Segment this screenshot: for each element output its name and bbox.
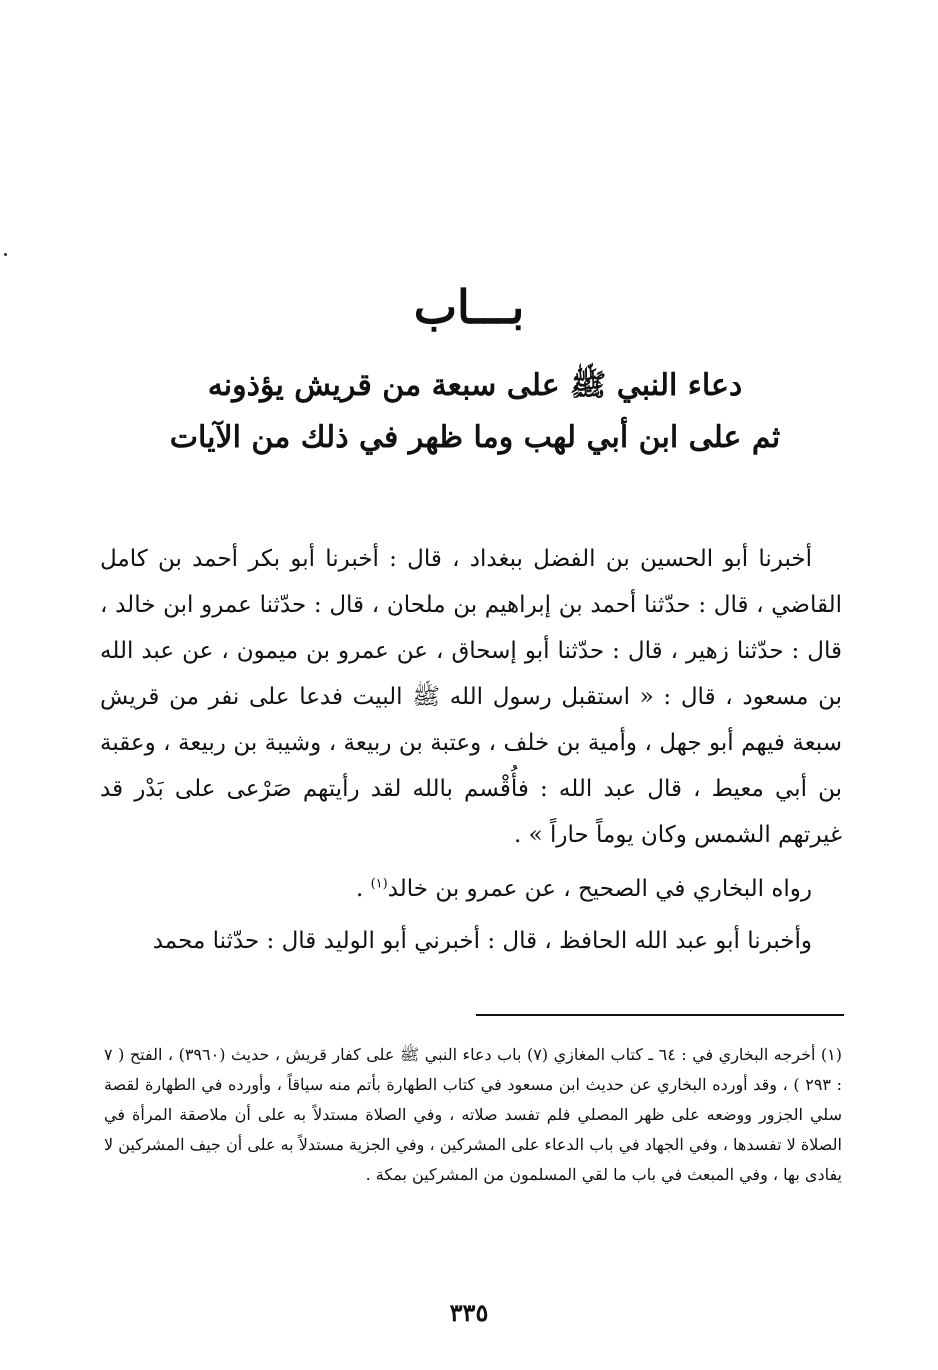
continuing-paragraph: وأخبرنا أبو عبد الله الحافظ ، قال : أخبرني أبو الوليد قال : حدّثنا محمد bbox=[152, 928, 812, 954]
chapter-title bbox=[150, 360, 800, 464]
page-number: ٣٣٥ bbox=[449, 1298, 489, 1327]
body-text bbox=[100, 536, 842, 964]
narration-source-text: رواه البخاري في الصحيح ، عن عمرو بن خالد bbox=[387, 876, 812, 902]
scan-speck bbox=[4, 253, 7, 256]
footnote-1: (١) أخرجه البخاري في : ٦٤ ـ كتاب المغازي (٧) باب دعاء النبي ﷺ على كفار قريش ، حديث (٣٩٦٠) ، الفتح ( ٧ : ٢٩٣ ) ، وقد أورده البخاري عن حديث ابن مسعود في كتاب الطهارة بأتم منه سياقاً ، وأورده في الطهارة لقصة سلي الجزور ووضعه على ظهر المصلي فلم تفسد صلاته ، وفي الصلاة مستدلاً به على أن ملاصقة المرأة في الصلاة لا تفسدها ، وفي الجهاد في باب الدعاء على المشركين ، وفي الجزية مستدلاً به على أن جيف المشركين لا يفادى بها ، وفي المبعث في باب ما لقي المسلمون من المشركين بمكة . bbox=[104, 1045, 843, 1184]
chapter-title-line-1: دعاء النبي ﷺ على سبعة من قريش يؤذونه bbox=[207, 368, 743, 403]
footnote-reference: (١) bbox=[370, 876, 388, 892]
footnotes bbox=[104, 1040, 842, 1190]
chapter-title-line-2: ثم على ابن أبي لهب وما ظهر في ذلك من الآيات bbox=[169, 420, 781, 455]
chapter-label: بـــاب bbox=[413, 280, 525, 334]
narration-source-end: . bbox=[355, 876, 371, 902]
narration-source-paragraph bbox=[100, 866, 842, 912]
footnote-separator bbox=[476, 1014, 844, 1016]
hadith-paragraph: أخبرنا أبو الحسين بن الفضل ببغداد ، قال : أخبرنا أبو بكر أحمد بن كامل القاضي ، قال : حدّثنا أحمد بن إبراهيم بن ملحان ، قال : حدّثنا عمرو ابن خالد ، قال : حدّثنا زهير ، قال : حدّثنا أبو إسحاق ، عن عمرو بن ميمون ، عن عبد الله بن مسعود ، قال : « استقبل رسول الله ﷺ البيت فدعا على نفر من قريش سبعة فيهم أبو جهل ، وأمية بن خلف ، وعتبة بن ربيعة ، وشيبة بن ربيعة ، وعقبة بن أبي معيط ، قال عبد الله : فأُقْسم بالله لقد رأيتهم صَرْعى على بَدْر قد غيرتهم الشمس وكان يوماً حاراً » . bbox=[100, 546, 843, 848]
